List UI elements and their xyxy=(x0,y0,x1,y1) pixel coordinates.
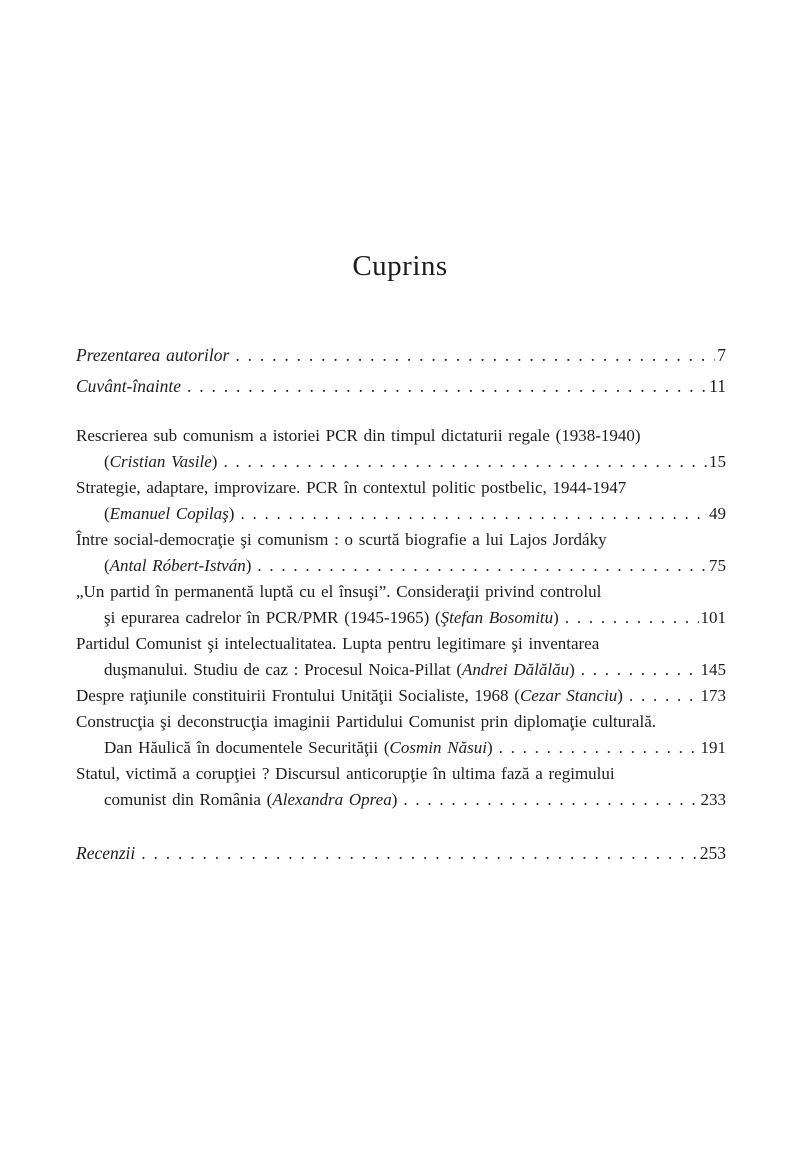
page-number: 101 xyxy=(700,608,726,627)
entry-text xyxy=(104,657,575,683)
toc-entry xyxy=(76,761,726,813)
toc-entry xyxy=(76,683,726,709)
toc-line xyxy=(76,475,726,501)
entry-text xyxy=(76,761,615,787)
toc-group-front xyxy=(76,340,726,402)
dot-leader xyxy=(499,735,699,761)
toc-line xyxy=(76,605,726,631)
toc-entry xyxy=(76,371,726,402)
entry-text-segment: ) xyxy=(211,452,218,471)
toc-line xyxy=(76,423,726,449)
toc-line xyxy=(76,709,726,735)
entry-text-segment: ) xyxy=(569,660,575,679)
author-name: Cezar Stanciu xyxy=(519,686,618,705)
entry-text xyxy=(104,449,217,475)
toc-line xyxy=(76,340,726,371)
entry-text-segment: Partidul Comunist şi intelectualitatea. Lupta pentru legitimare şi inventarea xyxy=(76,634,600,653)
entry-text-segment: ) xyxy=(391,790,398,809)
entry-text xyxy=(76,709,656,735)
toc-entry xyxy=(76,631,726,683)
toc-line xyxy=(76,371,726,402)
entry-text-segment: comunist din România ( xyxy=(104,790,273,809)
dot-leader xyxy=(565,605,699,631)
entry-text-segment: Între social-democraţie şi comunism : o scurtă biografie a lui Lajos Jordáky xyxy=(76,530,607,549)
author-name: Cuvânt-înainte xyxy=(76,376,181,396)
page-number: 233 xyxy=(700,790,726,809)
page-number: 253 xyxy=(699,843,726,863)
entry-text-segment: Statul, victimă a corupţiei ? Discursul anticorupţie în ultima fază a regimului xyxy=(76,764,615,783)
entry-text-segment: ) xyxy=(486,738,493,757)
entry-text-segment: „Un partid în permanentă luptă cu el însuşi”. Consideraţii privind controlul xyxy=(76,582,602,601)
entry-text-segment: ) xyxy=(553,608,559,627)
toc-line xyxy=(76,579,726,605)
dot-leader xyxy=(257,553,707,579)
author-name: Andrei Dălălău xyxy=(462,660,570,679)
table-of-contents xyxy=(76,340,726,866)
dot-leader xyxy=(581,657,699,683)
entry-text-segment: duşmanului. Studiu de caz : Procesul Noica-Pillat ( xyxy=(104,660,462,679)
entry-text-segment: ) xyxy=(228,504,235,523)
entry-text-segment: Rescrierea sub comunism a istoriei PCR din timpul dictaturii regale (1938-1940) xyxy=(76,426,641,445)
toc-group-back xyxy=(76,840,726,866)
toc-group-main xyxy=(76,423,726,813)
dot-leader xyxy=(141,840,697,866)
page-number: 173 xyxy=(700,686,726,705)
entry-text xyxy=(76,423,641,449)
entry-text xyxy=(76,527,607,553)
toc-line xyxy=(76,657,726,683)
toc-entry xyxy=(76,340,726,371)
author-name: Cristian Vasile xyxy=(109,452,212,471)
toc-line xyxy=(76,553,726,579)
toc-entry xyxy=(76,840,726,866)
entry-text xyxy=(104,605,559,631)
toc-line xyxy=(76,449,726,475)
page-number: 145 xyxy=(700,660,726,679)
toc-line xyxy=(76,631,726,657)
toc-line xyxy=(76,787,726,813)
page-number: 75 xyxy=(709,556,726,575)
entry-text xyxy=(76,579,601,605)
entry-text xyxy=(76,840,135,866)
entry-text-segment: ( xyxy=(104,452,110,471)
entry-text-segment: Strategie, adaptare, improvizare. PCR în contextul politic postbelic, 1944-1947 xyxy=(76,478,627,497)
toc-line xyxy=(76,683,726,709)
page-title: Cuprins xyxy=(352,250,448,282)
page-number: 11 xyxy=(709,376,726,396)
author-name: Ştefan Bosomitu xyxy=(440,608,554,627)
entry-text-segment: Despre raţiunile constituirii Frontului Unităţii Socialiste, 1968 ( xyxy=(76,686,520,705)
entry-text-segment: Dan Hăulică în documentele Securităţii ( xyxy=(104,738,390,757)
dot-leader xyxy=(235,340,715,371)
toc-line xyxy=(76,527,726,553)
dot-leader xyxy=(223,449,707,475)
entry-text-segment: şi epurarea cadrelor în PCR/PMR (1945-1965) ( xyxy=(104,608,441,627)
dot-leader xyxy=(240,501,707,527)
toc-line xyxy=(76,735,726,761)
toc-entry xyxy=(76,709,726,761)
entry-text xyxy=(76,340,229,371)
dot-leader xyxy=(187,371,707,402)
author-name: Emanuel Copilaş xyxy=(109,504,229,523)
page-number: 7 xyxy=(717,345,726,365)
author-name: Alexandra Oprea xyxy=(272,790,392,809)
author-name: Recenzii xyxy=(76,843,136,863)
entry-text-segment: ) xyxy=(245,556,252,575)
author-name: Antal Róbert-István xyxy=(109,556,246,575)
toc-entry xyxy=(76,423,726,475)
page-number: 49 xyxy=(709,504,726,523)
toc-entry xyxy=(76,527,726,579)
dot-leader xyxy=(629,683,699,709)
toc-entry xyxy=(76,475,726,527)
author-name: Prezentarea autorilor xyxy=(76,345,230,365)
entry-text xyxy=(104,501,234,527)
page-number: 15 xyxy=(709,452,726,471)
author-name: Cosmin Năsui xyxy=(389,738,487,757)
toc-line xyxy=(76,501,726,527)
entry-text xyxy=(104,787,397,813)
entry-text-segment: ( xyxy=(104,504,110,523)
entry-text-segment: Construcţia şi deconstrucţia imaginii Partidului Comunist prin diplomaţie culturală. xyxy=(76,712,656,731)
toc-entry xyxy=(76,579,726,631)
toc-line xyxy=(76,761,726,787)
entry-text xyxy=(76,683,623,709)
entry-text xyxy=(76,475,626,501)
page-number: 191 xyxy=(700,738,726,757)
entry-text xyxy=(76,631,599,657)
entry-text-segment: ) xyxy=(617,686,623,705)
entry-text xyxy=(76,371,181,402)
entry-text-segment: ( xyxy=(104,556,110,575)
dot-leader xyxy=(403,787,698,813)
entry-text xyxy=(104,553,251,579)
entry-text xyxy=(104,735,493,761)
toc-line xyxy=(76,840,726,866)
